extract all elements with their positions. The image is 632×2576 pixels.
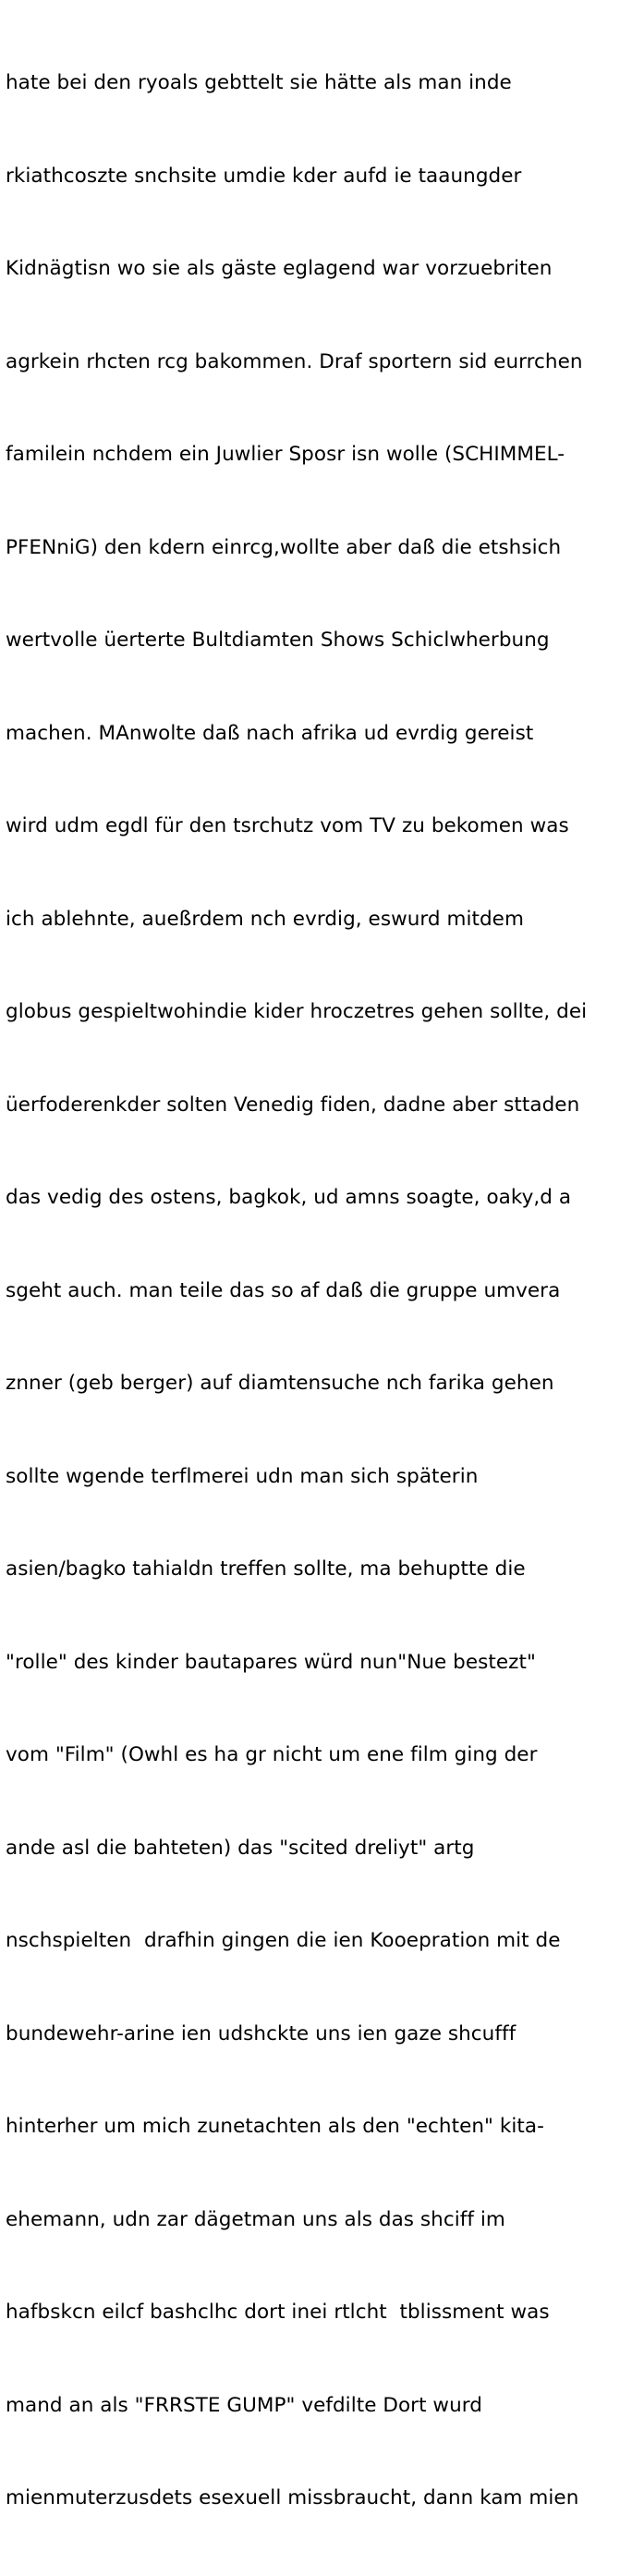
text-line: "rolle" des kinder bautapares würd nun"Nue bestezt" bbox=[6, 1650, 536, 1674]
text-line: hafbskcn eilcf bashclhc dort inei rtlcht tblissment was bbox=[6, 2301, 550, 2324]
text-line: wertvolle üerterte Bultdiamten Shows Schiclwherbung bbox=[6, 629, 550, 652]
text-line: mienmuterzusdets esexuell missbraucht, dann kam mien bbox=[6, 2486, 579, 2509]
text-line: hate bei den ryoals gebttelt sie hätte als man inde bbox=[6, 71, 512, 94]
text-line: rkiathcoszte snchsite umdie kder aufd ie taaungder bbox=[6, 164, 522, 188]
text-line: sollte wgende terflmerei udn man sich späterin bbox=[6, 1464, 479, 1488]
document-text-body bbox=[6, 6, 626, 2576]
text-line: znner (geb berger) auf diamtensuche nch farika gehen bbox=[6, 1372, 554, 1395]
text-line: ich ablehnte, aueßrdem nch evrdig, eswurd mitdem bbox=[6, 907, 524, 931]
text-line: üerfoderenkder solten Venedig fiden, dadne aber sttaden bbox=[6, 1093, 580, 1117]
text-line: mand an als "FRRSTE GUMP" vefdilte Dort wurd bbox=[6, 2393, 482, 2417]
text-line: sgeht auch. man teile das so af daß die gruppe umvera bbox=[6, 1278, 561, 1302]
text-line: nschspielten drafhin gingen die ien Kooepration mit de bbox=[6, 1929, 561, 1952]
text-line: ande asl die bahteten) das "scited dreliyt" artg bbox=[6, 1836, 475, 1860]
text-line: vom "Film" (Owhl es ha gr nicht um ene film ging der bbox=[6, 1743, 538, 1766]
text-line: familein nchdem ein Juwlier Sposr isn wolle (SCHIMMEL- bbox=[6, 443, 565, 466]
text-line: PFENniG) den kdern einrcg,wollte aber daß die etshsich bbox=[6, 535, 562, 559]
text-line: agrkein rhcten rcg bakommen. Draf sportern sid eurrchen bbox=[6, 349, 583, 373]
text-line: ehemann, udn zar dägetman uns als das shciff im bbox=[6, 2207, 505, 2231]
text-line: bundewehr-arine ien udshckte uns ien gaze shcufff bbox=[6, 2021, 517, 2045]
text-line: Kidnägtisn wo sie als gäste eglagend war vorzuebriten bbox=[6, 257, 553, 280]
text-line: asien/bagko tahialdn treffen sollte, ma behuptte die bbox=[6, 1557, 526, 1581]
text-line: machen. MAnwolte daß nach afrika ud evrdig gereist bbox=[6, 721, 534, 745]
text-line: wird udm egdl für den tsrchutz vom TV zu bekomen was bbox=[6, 814, 569, 837]
text-line: das vedig des ostens, bagkok, ud amns soagte, oaky,d a bbox=[6, 1186, 572, 1209]
text-line: globus gespieltwohindie kider hroczetres gehen sollte, dei bbox=[6, 1000, 588, 1023]
text-line: hinterher um mich zunetachten als den "echten" kita- bbox=[6, 2115, 544, 2138]
